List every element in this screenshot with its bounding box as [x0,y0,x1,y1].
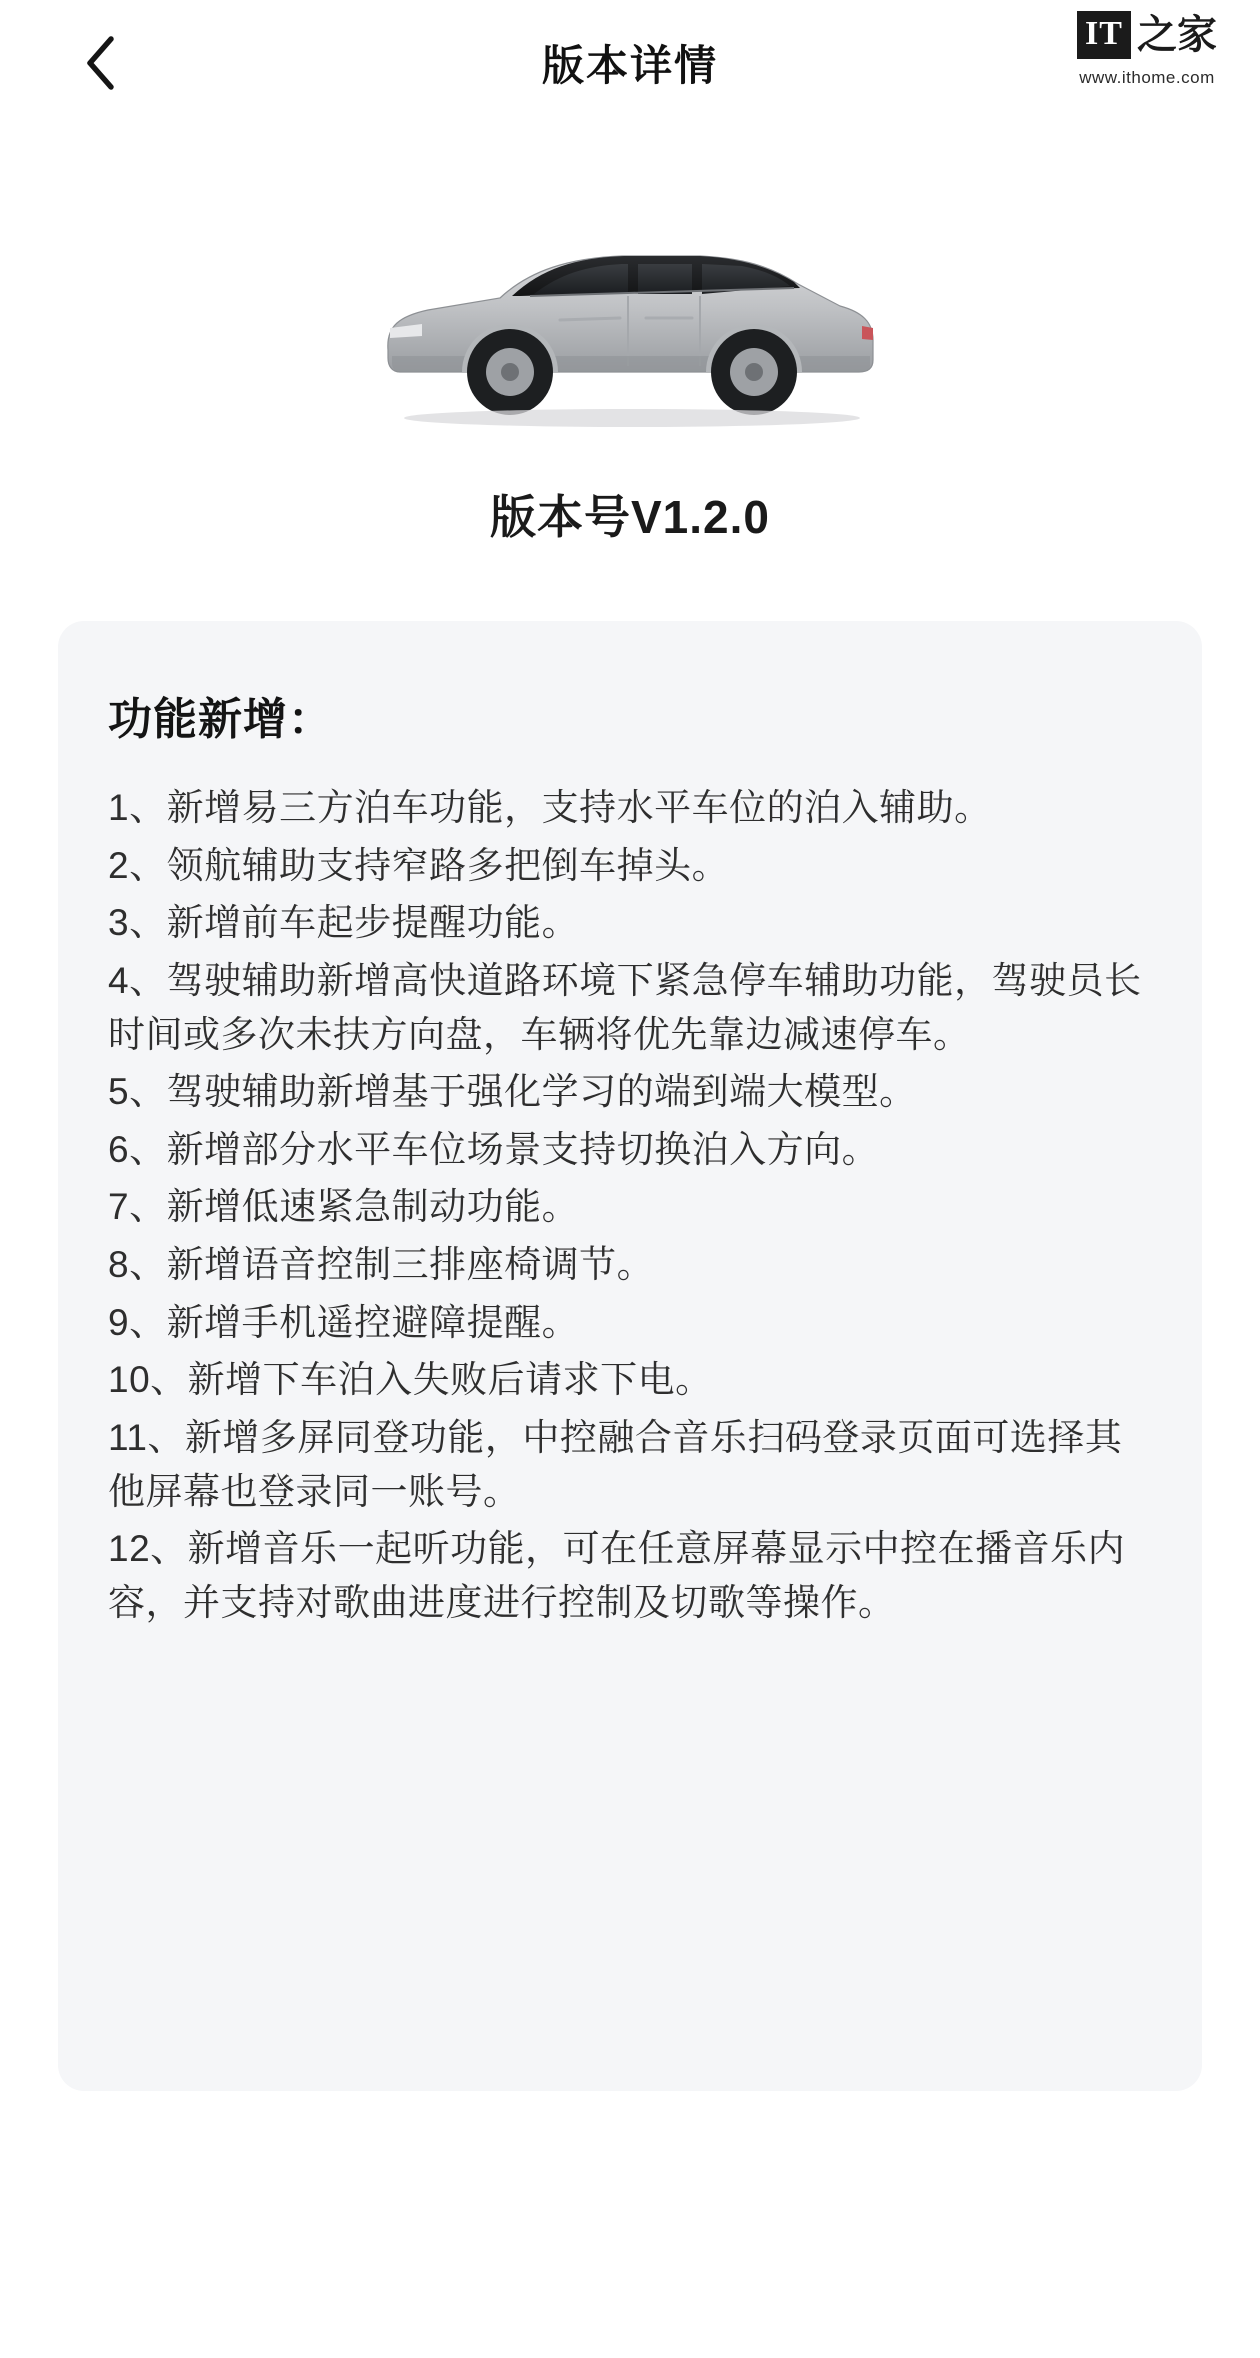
watermark-logo [1052,8,1242,62]
list-item: 2、领航辅助支持窄路多把倒车掉头。 [108,844,730,886]
suv-icon [370,200,890,430]
list-item: 4、驾驶辅助新增高快道路环境下紧急停车辅助功能，驾驶员长时间或多次未扶方向盘，车辆将优先靠边减速停车。 [108,959,1142,1055]
list-item: 7、新增低速紧急制动功能。 [108,1186,580,1228]
watermark [1052,8,1242,88]
list-item: 10、新增下车泊入失败后请求下电。 [108,1359,713,1401]
list-item: 6、新增部分水平车位场景支持切换泊入方向。 [108,1128,880,1170]
list-item: 1、新增易三方泊车功能，支持水平车位的泊入辅助。 [108,787,992,828]
version-number: 版本号V1.2.0 [490,491,770,543]
page-title: 版本详情 [541,41,718,89]
list-item: 11、新增多屏同登功能，中控融合音乐扫码登录页面可选择其他屏幕也登录同一账号。 [108,1417,1123,1512]
back-button[interactable] [70,33,130,93]
list-item: 3、新增前车起步提醒功能。 [108,902,580,944]
list-item: 5、驾驶辅助新增基于强化学习的端到端大模型。 [108,1071,917,1113]
watermark-logo-text: IT [1077,11,1131,59]
watermark-url: www.ithome.com [1079,68,1215,87]
release-notes-card [58,621,1202,2091]
release-notes-list [108,781,1152,1630]
chevron-left-icon [83,35,117,91]
list-item: 9、新增手机遥控避障提醒。 [108,1301,580,1343]
list-item: 8、新增语音控制三排座椅调节。 [108,1244,655,1286]
vehicle-image [0,165,1260,465]
watermark-logo-cn: 之家 [1136,13,1217,57]
list-item: 12、新增音乐一起听功能，可在任意屏幕显示中控在播音乐内容，并支持对歌曲进度进行控制及切歌等操作。 [108,1528,1126,1623]
release-notes-title: 功能新增： [108,695,333,744]
